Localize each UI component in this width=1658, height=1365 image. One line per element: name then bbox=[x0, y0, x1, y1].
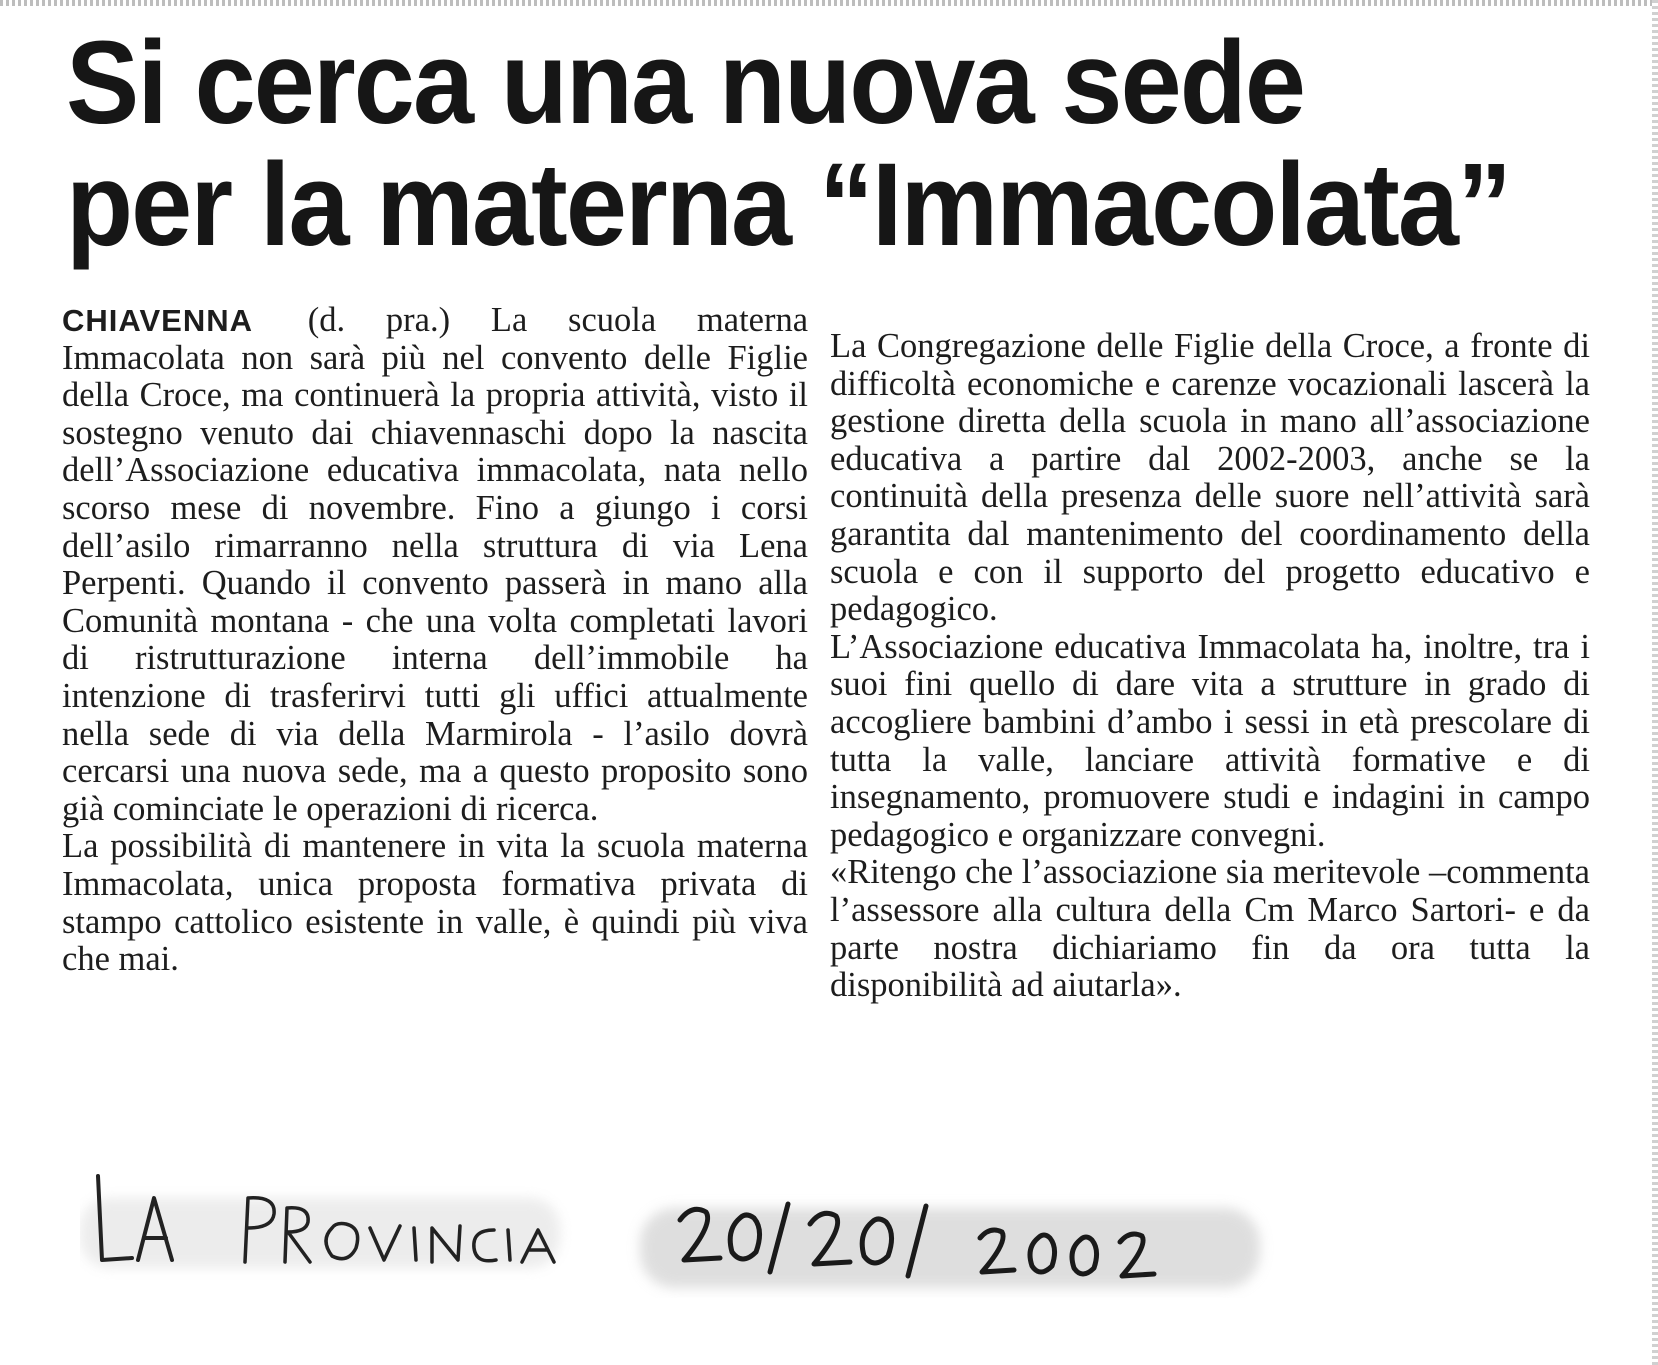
article-column-left bbox=[62, 302, 808, 979]
dateline: CHIAVENNA bbox=[62, 303, 253, 338]
article-headline bbox=[66, 17, 1511, 271]
handwritten-source-note bbox=[80, 1168, 1280, 1298]
paragraph-1-text: La scuola materna Immacolata non sarà più nel convento delle Figlie della Croce, ma continuerà la propria attività, visto il sostegno venuto dai chiavennaschi dopo la nascita dell’Associazione educativa immacolata, nata nello scorso mese di novembre. Fino a giungo i corsi dell’asilo rimarranno nella struttura di via Lena Perpenti. Quando il convento passerà in mano alla Comunità montana - che una volta completati lavori di ristrutturazione interna dell’immobile ha intenzione di trasferirvi tutti gli uffici attualmente nella sede di via della Marmirola - l’asilo dovrà cercarsi una nuova sede, ma a questo proposito sono già cominciate le operazioni di ricerca. bbox=[62, 301, 809, 828]
paragraph-1 bbox=[62, 302, 808, 828]
article-column-right bbox=[830, 328, 1590, 1005]
paragraph-5: «Ritengo che l’associazione sia meritevole –commenta l’assessore alla cultura della Cm Marco Sartori- e da parte nostra dichiariamo fin da ora tutta la disponibilità ad aiutarla». bbox=[830, 853, 1590, 1005]
byline: (d. pra.) bbox=[307, 301, 451, 339]
scan-edge-top bbox=[0, 0, 1658, 6]
scan-edge-right bbox=[1652, 0, 1658, 1365]
headline-line-1: Si cerca una nuova sede bbox=[66, 17, 1305, 149]
paragraph-3: La Congregazione delle Figlie della Croce, a fronte di difficoltà economiche e carenze vocazionali lascerà la gestione diretta della scuola in mano all’associazione educativa a partire dal 2002-2003, anche se la continuità della presenza delle suore nell’attività sarà garantita dal mantenimento del coordinamento della scuola e con il supporto del progetto educativo e pedagogico. bbox=[830, 327, 1590, 629]
paragraph-2: La possibilità di mantenere in vita la scuola materna Immacolata, unica proposta formativa privata di stampo cattolico esistente in valle, è quindi più viva che mai. bbox=[62, 827, 808, 979]
paragraph-4: L’Associazione educativa Immacolata ha, inoltre, tra i suoi fini quello di dare vita a strutture in grado di accogliere bambini d’ambo i sessi in età prescolare di tutta la valle, lanciare attività formative e di insegnamento, promuovere studi e indagini in campo pedagogico e organizzare convegni. bbox=[830, 627, 1590, 854]
headline-line-2: per la materna “Immacolata” bbox=[66, 139, 1511, 271]
